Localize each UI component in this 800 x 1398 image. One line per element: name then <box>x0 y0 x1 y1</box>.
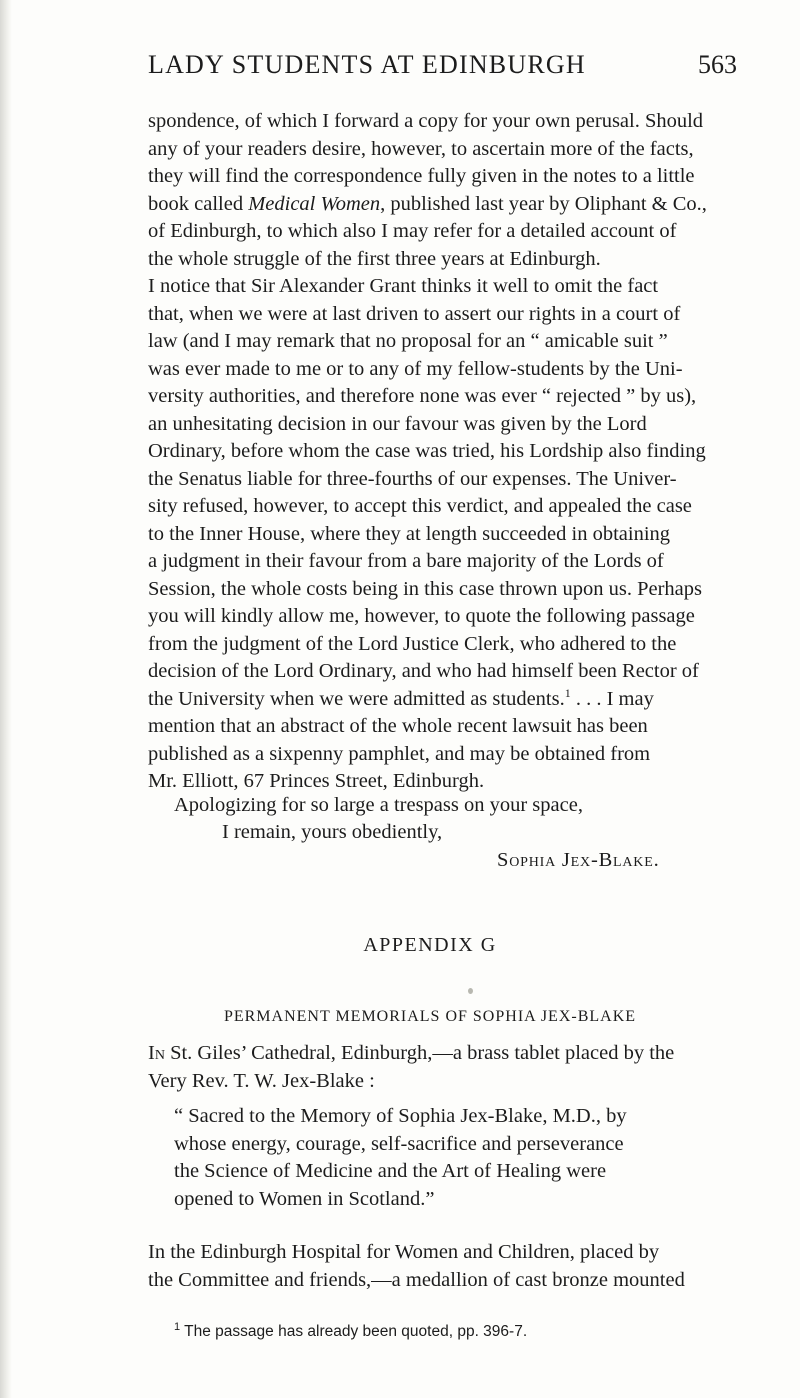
appendix-title: APPENDIX G <box>363 934 497 956</box>
text-line: an unhesitating decision in our favour was given by the Lord <box>148 412 647 435</box>
text-line: a judgment in their favour from a bare majority of the Lords of <box>148 550 664 572</box>
text-line: decision of the Lord Ordinary, and who had himself been Rector of <box>148 660 699 682</box>
text-line: the Science of Medicine and the Art of Healing were <box>174 1160 607 1182</box>
book-title: Medical Women <box>248 192 381 215</box>
text-line <box>148 191 784 219</box>
text-line <box>148 686 784 714</box>
footnote-reference[interactable]: 1 <box>564 685 571 700</box>
text-line: from the judgment of the Lord Justice Clerk, who adhered to the <box>148 632 677 655</box>
memorial-inscription <box>174 1103 784 1213</box>
text-line: versity authorities, and therefore none was ever “ rejected ” by us), <box>148 385 697 407</box>
text-fragment: . . . I may <box>570 687 654 710</box>
text-line: In the Edinburgh Hospital for Women and Children, placed by <box>148 1241 660 1263</box>
page-number: 563 <box>698 50 737 79</box>
text-line: Mr. Elliott, 67 Princes Street, Edinburgh. <box>148 770 485 792</box>
text-line: “ Sacred to the Memory of Sophia Jex-Blake, M.D., by <box>174 1105 627 1127</box>
page-header <box>0 50 800 90</box>
text-line <box>148 1040 784 1068</box>
text-line: Ordinary, before whom the case was tried, his Lordship also finding <box>148 440 706 462</box>
text-line: any of your readers desire, however, to ascertain more of the facts, <box>148 137 694 160</box>
closing-line-2: I remain, yours obediently, <box>222 821 443 843</box>
text-line: Very Rev. T. W. Jex-Blake : <box>148 1069 375 1092</box>
footnote-mark: 1 <box>174 1320 181 1333</box>
appendix-paragraph-2 <box>148 1239 784 1294</box>
appendix-paragraph-1 <box>148 1040 784 1095</box>
text-fragment: book called <box>148 192 249 215</box>
letter-body <box>148 108 784 796</box>
footnote <box>174 1320 528 1341</box>
text-line: to the Inner House, where they at length succeeded in obtaining <box>148 522 671 545</box>
text-line: of Edinburgh, to which also I may refer for a detailed account of <box>148 220 677 242</box>
lead-in-word: In <box>148 1042 165 1064</box>
text-line: the Senatus liable for three-fourths of our expenses. The Univer- <box>148 467 677 490</box>
text-line: the whole struggle of the first three years at Edinburgh. <box>148 247 601 270</box>
paragraph-2 <box>148 273 784 796</box>
paragraph-1 <box>148 108 784 273</box>
text-line: sity refused, however, to accept this verdict, and appealed the case <box>148 495 692 517</box>
text-line: they will find the correspondence fully given in the notes to a little <box>148 165 695 187</box>
appendix-subtitle: PERMANENT MEMORIALS OF SOPHIA JEX-BLAKE <box>223 1008 637 1025</box>
running-title: LADY STUDENTS AT EDINBURGH <box>148 50 586 79</box>
text-line: opened to Women in Scotland.” <box>174 1187 435 1210</box>
text-line: I notice that Sir Alexander Grant thinks it well to omit the fact <box>148 275 659 297</box>
text-fragment: , published last year by Oliphant & Co., <box>380 192 707 215</box>
text-line: Session, the whole costs being in this case thrown upon us. Perhaps <box>148 577 703 600</box>
footnote-text: The passage has already been quoted, pp. 396-7. <box>184 1323 528 1340</box>
text-line: mention that an abstract of the whole recent lawsuit has been <box>148 715 648 737</box>
text-fragment: St. Giles’ Cathedral, Edinburgh,—a brass tablet placed by the <box>164 1042 675 1064</box>
text-fragment: the University when we were admitted as students. <box>148 687 565 710</box>
text-line: whose energy, courage, self-sacrifice and perseverance <box>174 1132 624 1155</box>
ink-dot <box>468 988 473 994</box>
page-binding-edge <box>0 0 12 1398</box>
closing-line-1: Apologizing for so large a trespass on your space, <box>174 794 583 816</box>
text-line: published as a sixpenny pamphlet, and may be obtained from <box>148 742 651 765</box>
text-line: the Committee and friends,—a medallion of cast bronze mounted <box>148 1268 685 1291</box>
text-line: you will kindly allow me, however, to quote the following passage <box>148 605 695 627</box>
text-line: was ever made to me or to any of my fellow-students by the Uni- <box>148 357 683 380</box>
text-line: spondence, of which I forward a copy for your own perusal. Should <box>148 110 704 132</box>
text-line: that, when we were at last driven to assert our rights in a court of <box>148 302 681 325</box>
text-line: law (and I may remark that no proposal for an “ amicable suit ” <box>148 330 668 352</box>
signature: Sophia Jex-Blake. <box>497 849 660 871</box>
